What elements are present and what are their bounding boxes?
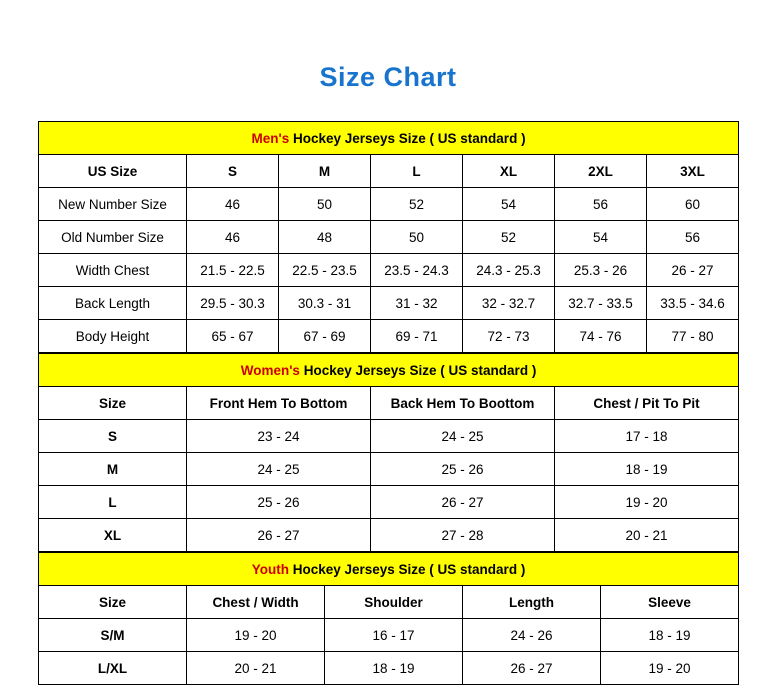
womens-row-1-value-1: 25 - 26 <box>371 453 555 486</box>
mens-row-1-value-4: 54 <box>555 221 647 254</box>
mens-col-2: M <box>279 155 371 188</box>
mens-section-header <box>39 122 739 155</box>
table-row <box>39 387 739 420</box>
womens-row-3-value-0: 26 - 27 <box>187 519 371 552</box>
mens-row-0-value-0: 46 <box>187 188 279 221</box>
youth-row-0-value-1: 16 - 17 <box>325 619 463 652</box>
mens-row-3-value-0: 29.5 - 30.3 <box>187 287 279 320</box>
youth-col-2: Shoulder <box>325 586 463 619</box>
mens-row-1-label: Old Number Size <box>39 221 187 254</box>
womens-section-header <box>39 354 739 387</box>
mens-row-1-value-2: 50 <box>371 221 463 254</box>
womens-row-3-value-2: 20 - 21 <box>555 519 739 552</box>
youth-header-rest: Hockey Jerseys Size ( US standard ) <box>288 561 526 577</box>
mens-row-4-value-0: 65 - 67 <box>187 320 279 353</box>
table-row <box>39 420 739 453</box>
womens-row-1-value-2: 18 - 19 <box>555 453 739 486</box>
mens-col-1: S <box>187 155 279 188</box>
youth-row-0-label: S/M <box>39 619 187 652</box>
mens-col-4: XL <box>463 155 555 188</box>
table-row <box>39 320 739 353</box>
youth-size-table <box>38 552 739 685</box>
womens-row-0-label: S <box>39 420 187 453</box>
mens-row-2-value-0: 21.5 - 22.5 <box>187 254 279 287</box>
mens-row-0-value-4: 56 <box>555 188 647 221</box>
mens-row-3-value-1: 30.3 - 31 <box>279 287 371 320</box>
table-row <box>39 254 739 287</box>
table-row <box>39 221 739 254</box>
mens-row-4-label: Body Height <box>39 320 187 353</box>
mens-row-3-value-2: 31 - 32 <box>371 287 463 320</box>
table-row <box>39 155 739 188</box>
mens-row-0-value-1: 50 <box>279 188 371 221</box>
mens-row-4-value-2: 69 - 71 <box>371 320 463 353</box>
womens-col-3: Chest / Pit To Pit <box>555 387 739 420</box>
mens-row-3-value-5: 33.5 - 34.6 <box>647 287 739 320</box>
mens-row-3-value-4: 32.7 - 33.5 <box>555 287 647 320</box>
mens-row-4-value-5: 77 - 80 <box>647 320 739 353</box>
mens-row-4-value-1: 67 - 69 <box>279 320 371 353</box>
table-row <box>39 486 739 519</box>
mens-row-0-value-5: 60 <box>647 188 739 221</box>
mens-row-2-value-1: 22.5 - 23.5 <box>279 254 371 287</box>
table-row <box>39 652 739 685</box>
table-row <box>39 519 739 552</box>
womens-row-3-label: XL <box>39 519 187 552</box>
womens-col-1: Front Hem To Bottom <box>187 387 371 420</box>
table-section-header-row <box>39 122 739 155</box>
mens-row-1-value-3: 52 <box>463 221 555 254</box>
womens-row-1-label: M <box>39 453 187 486</box>
womens-header-accent: Women's <box>240 362 300 378</box>
youth-row-1-value-3: 19 - 20 <box>601 652 739 685</box>
youth-row-1-value-1: 18 - 19 <box>325 652 463 685</box>
mens-size-table <box>38 121 739 353</box>
mens-header-rest: Hockey Jerseys Size ( US standard ) <box>289 130 526 146</box>
table-row <box>39 453 739 486</box>
womens-header-rest: Hockey Jerseys Size ( US standard ) <box>299 362 537 378</box>
womens-row-2-value-1: 26 - 27 <box>371 486 555 519</box>
mens-row-2-label: Width Chest <box>39 254 187 287</box>
womens-row-2-value-2: 19 - 20 <box>555 486 739 519</box>
mens-row-0-label: New Number Size <box>39 188 187 221</box>
youth-row-1-value-2: 26 - 27 <box>463 652 601 685</box>
mens-row-2-value-3: 24.3 - 25.3 <box>463 254 555 287</box>
youth-col-0: Size <box>39 586 187 619</box>
table-row <box>39 586 739 619</box>
mens-row-3-label: Back Length <box>39 287 187 320</box>
mens-row-0-value-2: 52 <box>371 188 463 221</box>
size-chart-tables <box>38 121 738 685</box>
mens-row-3-value-3: 32 - 32.7 <box>463 287 555 320</box>
womens-row-2-value-0: 25 - 26 <box>187 486 371 519</box>
mens-header-accent: Men's <box>251 130 290 146</box>
mens-row-4-value-3: 72 - 73 <box>463 320 555 353</box>
youth-col-1: Chest / Width <box>187 586 325 619</box>
mens-row-1-value-5: 56 <box>647 221 739 254</box>
mens-row-2-value-2: 23.5 - 24.3 <box>371 254 463 287</box>
mens-row-0-value-3: 54 <box>463 188 555 221</box>
mens-row-1-value-1: 48 <box>279 221 371 254</box>
womens-row-3-value-1: 27 - 28 <box>371 519 555 552</box>
mens-col-5: 2XL <box>555 155 647 188</box>
youth-col-4: Sleeve <box>601 586 739 619</box>
table-row <box>39 188 739 221</box>
youth-row-1-label: L/XL <box>39 652 187 685</box>
table-row <box>39 619 739 652</box>
table-row <box>39 287 739 320</box>
mens-row-2-value-5: 26 - 27 <box>647 254 739 287</box>
youth-row-0-value-0: 19 - 20 <box>187 619 325 652</box>
womens-row-2-label: L <box>39 486 187 519</box>
womens-row-1-value-0: 24 - 25 <box>187 453 371 486</box>
youth-header-accent: Youth <box>251 561 289 577</box>
table-section-header-row <box>39 553 739 586</box>
youth-section-header <box>39 553 739 586</box>
womens-row-0-value-0: 23 - 24 <box>187 420 371 453</box>
mens-col-0: US Size <box>39 155 187 188</box>
mens-col-3: L <box>371 155 463 188</box>
page-title: Size Chart <box>319 62 457 92</box>
youth-row-0-value-2: 24 - 26 <box>463 619 601 652</box>
mens-row-2-value-4: 25.3 - 26 <box>555 254 647 287</box>
womens-col-0: Size <box>39 387 187 420</box>
womens-size-table <box>38 353 739 552</box>
youth-row-0-value-3: 18 - 19 <box>601 619 739 652</box>
womens-row-0-value-2: 17 - 18 <box>555 420 739 453</box>
womens-col-2: Back Hem To Boottom <box>371 387 555 420</box>
table-section-header-row <box>39 354 739 387</box>
mens-row-4-value-4: 74 - 76 <box>555 320 647 353</box>
youth-col-3: Length <box>463 586 601 619</box>
mens-row-1-value-0: 46 <box>187 221 279 254</box>
youth-row-1-value-0: 20 - 21 <box>187 652 325 685</box>
mens-col-6: 3XL <box>647 155 739 188</box>
womens-row-0-value-1: 24 - 25 <box>371 420 555 453</box>
